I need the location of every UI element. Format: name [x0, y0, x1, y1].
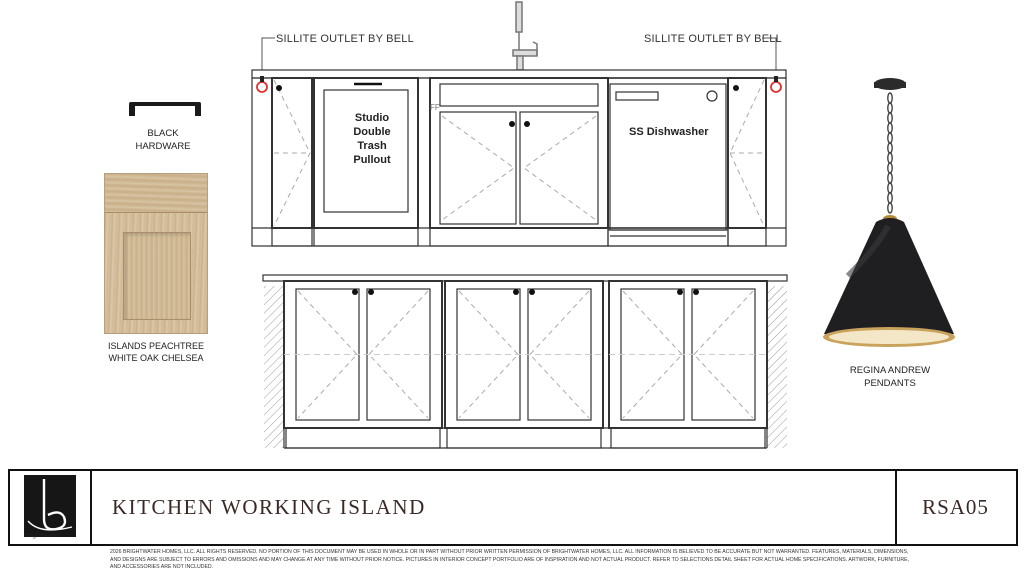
outlet-callout-right: SILLITE OUTLET BY BELL: [644, 33, 782, 45]
page-title: KITCHEN WORKING ISLAND: [112, 495, 426, 519]
pull-handle-icon: [126, 100, 204, 118]
lower-toe-kick: [447, 428, 601, 448]
pendant-chain: [888, 93, 892, 213]
finish-label: ISLANDS PEACHTREE WHITE OAK CHELSEA: [107, 341, 205, 364]
svg-text:Pullout: Pullout: [353, 154, 391, 166]
faucet: [513, 2, 537, 70]
finish-swatch: [104, 173, 208, 334]
lower-cabinet-group: [284, 281, 767, 448]
pendant-light: [818, 76, 964, 356]
lower-toe-kick: [611, 428, 765, 448]
svg-text:Double: Double: [353, 126, 391, 138]
title-cell: [90, 471, 897, 544]
logo-cell: [10, 471, 92, 544]
knob: [677, 289, 683, 295]
knob: [352, 289, 358, 295]
hardware-swatch: [126, 100, 204, 118]
logo-text: brightwater: [24, 532, 61, 539]
hardware-label: BLACK HARDWARE: [135, 128, 191, 152]
knob: [513, 289, 519, 295]
sheet-code: RSA05: [922, 495, 989, 519]
dishwasher-label: SS Dishwasher: [629, 126, 709, 138]
lower-toe-kick: [286, 428, 440, 448]
knob: [529, 289, 535, 295]
title-block: [8, 469, 1018, 546]
lower-elevation: [263, 275, 787, 448]
trash-label: [353, 112, 391, 166]
outlet-callout-left: SILLITE OUTLET BY BELL: [276, 33, 414, 45]
knob: [368, 289, 374, 295]
svg-text:Studio: Studio: [354, 112, 390, 124]
knob: [693, 289, 699, 295]
ff-mark: FF: [430, 103, 440, 112]
svg-text:Trash: Trash: [357, 140, 387, 152]
pendant-label: REGINA ANDREW PENDANTS: [849, 365, 931, 389]
disclaimer: 2026 BRIGHTWATER HOMES, LLC. ALL RIGHTS RESERVED. NO PORTION OF THIS DOCUMENT MAY BE USED IN WHOLE OR IN PART WITHOUT PRIOR WRITTEN PERMISSION OF BRIGHTWATER HOMES, LLC. ALL INFORMATION IS BELIEVED TO BE ACCURATE BUT NOT WARRANTED. FEATURES, MATERIALS, DIMENSIONS, AND DESIGNS ARE SUBJECT TO ERRORS AND OMISSIONS AND MAY CHANGE AT ANY TIME WITHOUT PRIOR NOTICE. PICTURES IN INTERIOR CONCEPT PORTFOLIO ARE OF INSPIRATION AND NOT ACTUAL PRODUCT. REFER TO SELECTIONS DETAIL SHEET FOR ACTUAL HOME SPECIFICATIONS. ARTWORK, FURNITURE, AND ACCESSORIES ARE NOT INCLUDED.: [110, 549, 910, 571]
upper-elevation: [252, 70, 786, 246]
code-cell: [895, 471, 1016, 544]
